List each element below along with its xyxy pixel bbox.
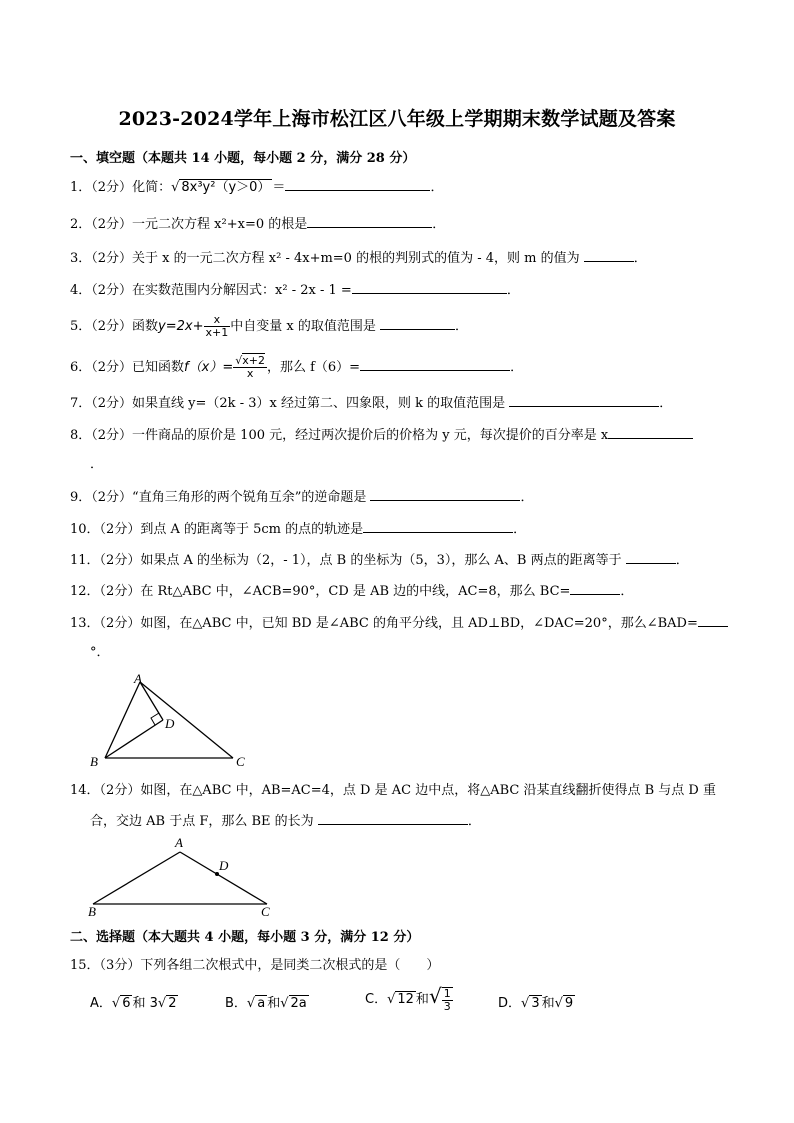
section-heading-choice: 二、选择题（本大题共 4 小题，每小题 3 分，满分 12 分）	[70, 930, 420, 945]
question-15: 15．（3分）下列各组二次根式中，是同类二次根式的是（ ）	[70, 958, 440, 973]
label-a: A	[175, 835, 183, 850]
segment-ab	[93, 852, 180, 904]
page-title: 2023-2024学年上海市松江区八年级上学期期末数学试题及答案	[118, 108, 676, 130]
question-13: 13．（2分）如图，在△ABC 中，已知 BD 是∠ABC 的角平分线，且 AD⊥BD，∠DAC=20°，那么∠BAD=	[70, 614, 728, 633]
answer-blank[interactable]	[285, 178, 430, 191]
answer-blank[interactable]	[698, 614, 728, 627]
segment-ad	[140, 682, 163, 720]
answer-blank[interactable]	[509, 394, 659, 407]
option-b[interactable]: B．√ a 和√ 2a	[225, 996, 307, 1011]
question-13-end: °．	[90, 645, 110, 660]
question-10: 10．（2分）到点 A 的距离等于 5cm 的点的轨迹是 ．	[70, 522, 527, 537]
label-c: C	[261, 904, 270, 919]
label-b: B	[90, 754, 98, 769]
question-8: 8．（2分）一件商品的原价是 100 元，经过两次提价后的价格为 y 元，每次提价的百分率是 x	[70, 426, 693, 445]
answer-blank[interactable]	[380, 317, 455, 330]
question-1: 1．（2分）化简：√ 8x³y²（y＞0） ＝ ．	[70, 180, 444, 195]
answer-blank[interactable]	[584, 249, 634, 262]
answer-blank[interactable]	[307, 215, 432, 228]
label-d: D	[165, 716, 175, 731]
label-d: D	[219, 858, 229, 873]
answer-blank[interactable]	[370, 488, 520, 501]
answer-blank[interactable]	[626, 551, 676, 564]
segment-ac	[140, 682, 233, 758]
label-c: C	[236, 754, 245, 769]
question-12: 12．（2分）在 Rt△ABC 中，∠ACB=90°，CD 是 AB 边的中线，AC=8，那么 BC= ．	[70, 584, 634, 599]
option-d[interactable]: D．√ 3 和√ 9	[498, 996, 574, 1011]
fraction: $\frac{1}{3}$	[443, 986, 451, 1013]
answer-blank[interactable]	[318, 812, 468, 825]
question-4: 4．（2分）在实数范围内分解因式：x² - 2x - 1 = ．	[70, 283, 520, 298]
label-b: B	[88, 904, 96, 919]
question-3: 3．（2分）关于 x 的一元二次方程 x² - 4x+m=0 的根的判别式的值为 - 4，则 m 的值为 ．	[70, 251, 647, 266]
question-9: 9．（2分）“直角三角形的两个锐角互余”的逆命题是 ．	[70, 490, 534, 505]
answer-blank[interactable]	[608, 426, 693, 439]
radical-expression: √ 8x³y²（y＞0）	[171, 180, 271, 195]
question-5: 5．（2分）函数y=2x+ $\frac{x}{x+1}$ 中自变量 x 的取值范围是 ．	[70, 313, 468, 339]
question-7: 7．（2分）如果直线 y=（2k - 3）x 经过第二、四象限，则 k 的取值范围是 ．	[70, 396, 673, 411]
option-a[interactable]: A．√ 6 和 3√ 2	[90, 996, 177, 1011]
answer-blank[interactable]	[352, 281, 507, 294]
question-14: 14．（2分）如图，在△ABC 中，AB=AC=4，点 D 是 AC 边中点，将△ABC 沿某直线翻折使得点 B 与点 D 重	[70, 783, 716, 798]
question-11: 11．（2分）如果点 A 的坐标为（2，- 1），点 B 的坐标为（5，3），那么 A、B 两点的距离等于 ．	[70, 553, 689, 568]
option-c[interactable]: C．√ 12 和√ $\frac{1}{3}$	[365, 984, 451, 1013]
triangle-figure-13	[85, 670, 255, 770]
question-2: 2．（2分）一元二次方程 x²+x=0 的根是 ．	[70, 217, 446, 232]
answer-blank[interactable]	[360, 358, 510, 371]
triangle-figure-14	[85, 834, 285, 920]
label-a: A	[134, 671, 142, 686]
answer-blank[interactable]	[570, 582, 620, 595]
fraction: $\frac{x}{x+1}$	[205, 313, 229, 339]
section-heading-fill-in: 一、填空题（本题共 14 小题，每小题 2 分，满分 28 分）	[70, 151, 416, 166]
question-14-cont: 合，交边 AB 于点 F，那么 BE 的长为 ．	[90, 814, 481, 829]
answer-blank[interactable]	[363, 520, 513, 533]
question-6: 6．（2分）已知函数f（x）= $\frac{√x+2}{x}$ ，那么 f（6）= ．	[70, 354, 524, 380]
question-8-end: ．	[90, 457, 104, 472]
fraction: $\frac{√x+2}{x}$	[235, 354, 265, 380]
